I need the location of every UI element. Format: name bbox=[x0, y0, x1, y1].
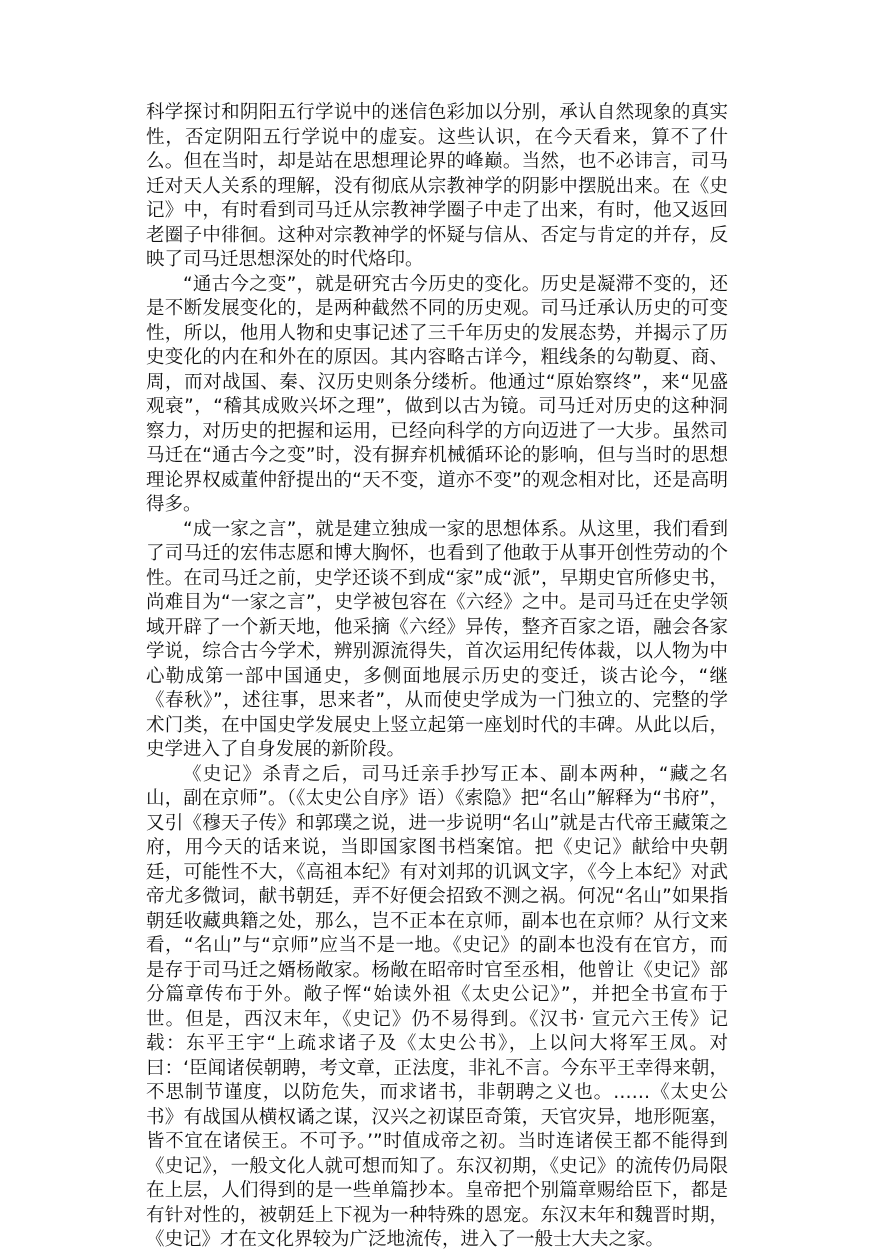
paragraph-shiji-transmission: 《史记》杀青之后，司马迁亲手抄写正本、副本两种，“藏之名山，副在京师”。（《太史公自序》语）《索隐》把“名山”解释为“书府”，又引《穆天子传》和郭璞之说，进一步说明“名山”就是古代帝王藏策之府，用今天的话来说，当即国家图书档案馆。把《史记》献给中央朝廷，可能性不大，《高祖本纪》有对刘邦的讥讽文字，《今上本纪》对武帝尤多微词，献书朝廷，弄不好便会招致不测之祸。何况“名山”如果指朝廷收藏典籍之处，那么，岂不正本在京师，副本也在京师？从行文来看，“名山”与“京师”应当不是一地。《史记》的副本也没有在官方，而是存于司马迁之婿杨敞家。杨敞在昭帝时官至丞相，他曾让《史记》部分篇章传布于外。敞子恽“始读外祖《太史公记》”，并把全书宣布于世。但是，西汉末年，《史记》仍不易得到。《汉书· 宣元六王传》记载：东平王宇“上疏求诸子及《太史公书》，上以问大将军王凤。对曰：‘臣闻诸侯朝聘，考文章，正法度，非礼不言。今东平王幸得来朝，不思制节谨度，以防危失，而求诸书，非朝聘之义也。……《太史公书》有战国从横权谲之谋，汉兴之初谋臣奇策，天官灾异，地形阨塞，皆不宜在诸侯王。不可予。’”时值成帝之初。当时连诸侯王都不能得到《史记》，一般文化人就可想而知了。东汉初期，《史记》的流传仍局限在上层，人们得到的是一些单篇抄本。皇帝把个别篇章赐给臣下，都是有针对性的，被朝廷上下视为一种特殊的恩宠。东汉末年和魏晋时期，《史记》才在文化界较为广泛地流传，进入了一般士大夫之家。 bbox=[146, 763, 728, 1250]
paragraph-tong-gu-jin: “通古今之变”，就是研究古今历史的变化。历史是凝滞不变的，还是不断发展变化的，是两种截然不同的历史观。司马迁承认历史的可变性，所以，他用人物和史事记述了三千年历史的发展态势，并揭示了历史变化的内在和外在的原因。其内容略古详今，粗线条的勾勒夏、商、周，而对战国、秦、汉历史则条分缕析。他通过“原始察终”，来“见盛观衰”，“稽其成败兴坏之理”，做到以古为镜。司马迁对历史的这种洞察力，对历史的把握和运用，已经向科学的方向迈进了一大步。虽然司马迁在“通古今之变”时，没有摒弃机械循环论的影响，但与当时的思想理论界权威董仲舒提出的“天不变，道亦不变”的观念相对比，还是高明得多。 bbox=[146, 273, 728, 515]
paragraph-cheng-yi-jia: “成一家之言”，就是建立独成一家的思想体系。从这里，我们看到了司马迁的宏伟志愿和博大胸怀，也看到了他敢于从事开创性劳动的个性。在司马迁之前，史学还谈不到成“家”成“派”，早期史官所修史书，尚难目为“一家之言”，史学被包容在《六经》之中。是司马迁在史学领域开辟了一个新天地，他采摘《六经》异传，整齐百家之语，融会各家学说，综合古今学术，辨别源流得失，首次运用纪传体裁，以人物为中心勒成第一部中国通史，多侧面地展示历史的变迁，谈古论今，“继《春秋》”，述往事，思来者”，从而使史学成为一门独立的、完整的学术门类，在中国史学发展史上竖立起第一座划时代的丰碑。从此以后，史学进入了自身发展的新阶段。 bbox=[146, 518, 728, 760]
paragraph-continuation: 科学探讨和阴阳五行学说中的迷信色彩加以分别，承认自然现象的真实性，否定阴阳五行学说中的虚妄。这些认识，在今天看来，算不了什么。但在当时，却是站在思想理论界的峰巅。当然，也不必讳言，司马迁对天人关系的理解，没有彻底从宗教神学的阴影中摆脱出来。在《史记》中，有时看到司马迁从宗教神学圈子中走了出来，有时，他又返回老圈子中徘徊。这种对宗教神学的怀疑与信从、否定与肯定的并存，反映了司马迁思想深处的时代烙印。 bbox=[146, 102, 728, 270]
document-page bbox=[146, 101, 728, 1253]
